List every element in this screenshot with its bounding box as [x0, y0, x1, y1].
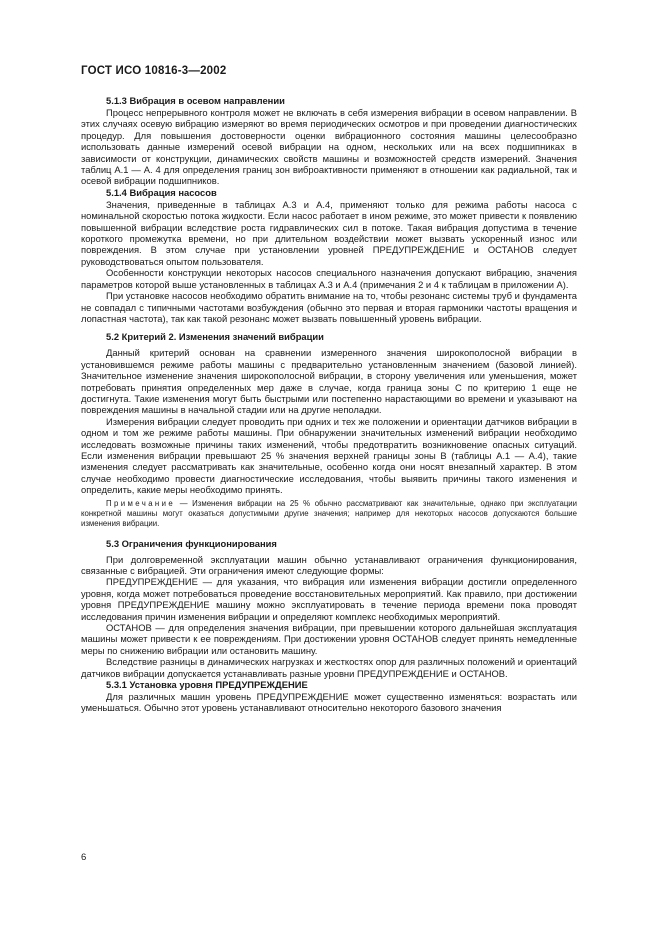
paragraph: Особенности конструкции некоторых насосов специального назначения допускают вибрацию, значения параметров которой выше установленных в таблицах А.3 и А.4 (примечания 2 и 4 к таблицам в приложении А).	[81, 267, 577, 290]
paragraph: Измерения вибрации следует проводить при одних и тех же положении и ориентации датчиков вибрации в одном и том же режиме работы машины. При обнаружении значительных изменений вибрации необходимо исследовать возможные причины таких изменений, чтобы предотвратить возникновение опасных ситуаций. Если изменения вибрации превышают 25 % значения верхней границы зоны В (таблицы А.1 — А.4), такие изменения следует рассматривать как значительные, особенно когда они носят внезапный характер. В этом случае необходимо провести диагностические исследования, чтобы выявить причины такого изменения и определить, какие меры необходимо принять.	[81, 415, 577, 496]
paragraph: При долговременной эксплуатации машин обычно устанавливают ограничения функционирования, связанные с вибрацией. Эти ограничения имеют следующие формы:	[81, 553, 577, 576]
section-title-5-1-3: 5.1.3 Вибрация в осевом направлении	[106, 95, 285, 106]
paragraph: Для различных машин уровень ПРЕДУПРЕЖДЕНИЕ может существенно изменяться: возрастать или уменьшаться. Обычно этот уровень устанавливают относительно некоторого базового значения	[81, 691, 577, 714]
paragraph: Данный критерий основан на сравнении измеренного значения широкополосной вибрации в установившемся режиме работы машины с предварительно установленным значением (базовой линией). Значительное изменение значения широкополосной вибрации, в сторону увеличения или уменьшения, может потребовать принятия определенных мер даже в случае, когда граница зоны С по критерию 1 еще не достигнута. Такие изменения могут быть быстрыми или постепенно нарастающими во времени и указывают на повреждения машины в начальной стадии или на другие неполадки.	[81, 347, 577, 416]
page-number: 6	[81, 852, 87, 863]
paragraph: Процесс непрерывного контроля может не включать в себя измерения вибрации в осевом направлении. В этих случаях осевую вибрацию измеряют во время периодических осмотров и при проведении диагностических процедур. Для повышения достоверности оценки вибрационного состояния машины целесообразно использовать данные измерений осевой вибрации на одном, нескольких или на всех подшипниках в зависимости от конструкции, динамических свойств машины и возможностей средств измерений. Значения таблиц А.1 — А. 4 для определения границ зон виброактивности применяют в отношении как радиальной, так и осевой вибрации подшипников.	[81, 107, 577, 187]
paragraph: Значения, приведенные в таблицах А.3 и А.4, применяют только для режима работы насоса с номинальной скоростью потока жидкости. Если насос работает в ином режиме, это может привести к появлению повышенной вибрации вследствие роста гидравлических сил в потоке. Такая вибрация допустима в течение короткого промежутка времени, но при длительном воздействии может вызвать ускоренный износ или повреждения. В этом случае при установлении уровней ПРЕДУПРЕЖДЕНИЕ и ОСТАНОВ следует руководствоваться опытом пользователя.	[81, 198, 577, 267]
paragraph: При установке насосов необходимо обратить внимание на то, чтобы резонанс системы труб и фундамента не совпадал с типичными частотами возбуждения (обычно это первая и вторая гармоники частоты вращения и лопастная частота), так как такой резонанс может вызвать повышенный уровень вибрации.	[81, 290, 577, 324]
paragraph: ОСТАНОВ — для определения значения вибрации, при превышении которого дальнейшая эксплуатация машины может привести к ее повреждениям. При достижении уровня ОСТАНОВ следует принять немедленные меры по снижению вибрации или остановить машину.	[81, 622, 577, 656]
section-title-5-3: 5.3 Ограничения функционирования	[106, 537, 277, 549]
note	[81, 499, 577, 529]
section-title-5-3-1: 5.3.1 Установка уровня ПРЕДУПРЕЖДЕНИЕ	[106, 679, 308, 691]
section-title-5-2: 5.2 Критерий 2. Изменения значений вибрации	[106, 331, 324, 343]
note-label: Примечание	[106, 498, 176, 508]
document-body	[81, 95, 577, 714]
document-header: ГОСТ ИСО 10816-3—2002	[81, 65, 227, 77]
paragraph: Вследствие разницы в динамических нагрузках и жесткостях опор для различных положений и ориентаций датчиков вибрации допускается устанавливать разные уровни ПРЕДУПРЕЖДЕНИЕ и ОСТАНОВ.	[81, 656, 577, 679]
paragraph: ПРЕДУПРЕЖДЕНИЕ — для указания, что вибрация или изменения вибрации достигли определенного уровня, когда может потребоваться проведение восстановительных мероприятий. Как правило, при достижении уровня ПРЕДУПРЕЖДЕНИЕ машину можно эксплуатировать в течение периода времени пока проводят исследования причин изменения вибрации и определяют комплекс необходимых мероприятий.	[81, 576, 577, 622]
note-text: — Изменения вибрации на 25 % обычно рассматривают как значительные, однако при эксплуатации конкретной машины могут оказаться допустимыми другие значения; например для некоторых насосов допускаются большие изменения вибрации.	[81, 498, 578, 528]
section-title-5-1-4: 5.1.4 Вибрация насосов	[106, 186, 217, 198]
